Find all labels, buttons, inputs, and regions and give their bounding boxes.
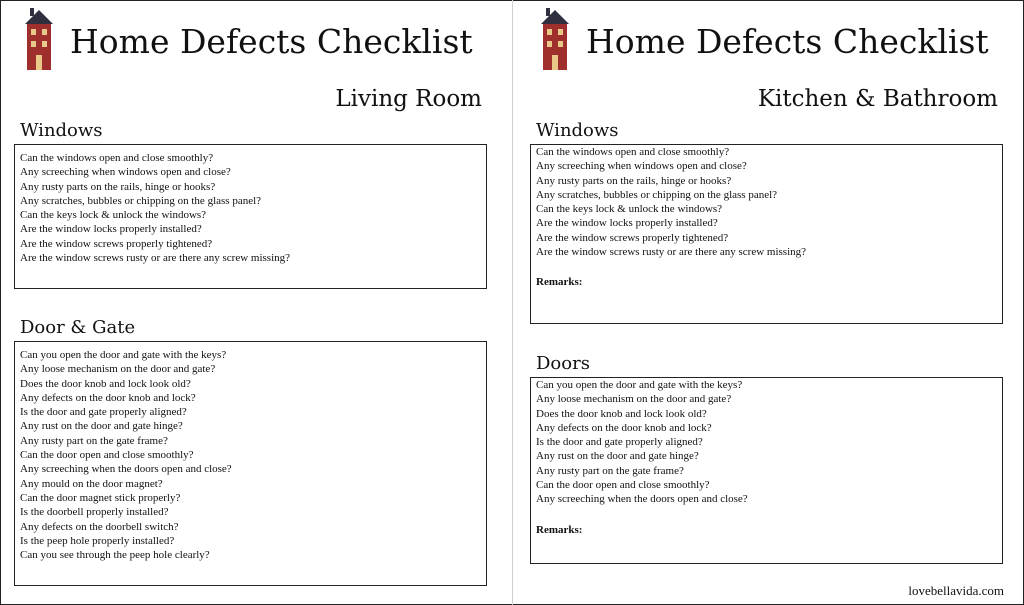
windows-checklist-box [530,144,1003,324]
checklist-item: Any screeching when windows open and close? [536,160,747,173]
checklist-item: Can you see through the peep hole clearly? [20,549,210,562]
checklist-item: Any loose mechanism on the door and gate? [536,393,732,406]
checklist-item: Any rusty parts on the rails, hinge or hooks? [20,180,216,193]
checklist-item: Any rusty parts on the rails, hinge or hooks? [536,174,732,187]
checklist-item: Can the keys lock & unlock the windows? [536,203,723,216]
checklist-item: Any mould on the door magnet? [20,477,163,490]
checklist-item: Is the door and gate properly aligned? [20,406,187,419]
checklist-item: Can the windows open and close smoothly? [536,146,730,158]
page-title: Home Defects Checklist [70,22,473,61]
checklist-item: Is the door and gate properly aligned? [536,436,703,449]
doors-checklist-box [530,377,1003,564]
room-subtitle: Living Room [335,86,482,112]
checklist-item: Can the windows open and close smoothly? [20,152,214,164]
checklist-item: Can you open the door and gate with the keys? [536,379,743,391]
checklist-page-living-room [8,0,508,605]
checklist-item: Any rusty part on the gate frame? [536,464,684,477]
checklist-item: Are the window screws properly tightened? [536,231,729,244]
remarks-label: Remarks: [536,523,583,536]
checklist-item: Any rust on the door and gate hinge? [536,450,699,463]
checklist-item: Any scratches, bubbles or chipping on the glass panel? [20,194,262,207]
checklist-item: Are the window locks properly installed? [536,217,718,230]
checklist-item: Any defects on the door knob and lock? [536,421,712,434]
checklist-item: Any scratches, bubbles or chipping on the glass panel? [536,188,778,201]
checklist-item: Any defects on the doorbell switch? [20,520,179,533]
checklist-item: Any loose mechanism on the door and gate? [20,363,216,376]
checklist-item: Are the window screws rusty or are there any screw missing? [536,246,807,259]
section-heading-windows: Windows [536,120,619,141]
checklist-item: Are the window locks properly installed? [20,223,202,236]
checklist-item: Any rust on the door and gate hinge? [20,420,183,433]
checklist-item: Can the door magnet stick properly? [20,491,181,504]
checklist-item: Is the doorbell properly installed? [20,506,169,519]
page-divider [512,0,513,605]
checklist-item: Any screeching when windows open and close? [20,166,231,179]
checklist-page-kitchen-bathroom [524,0,1024,605]
checklist-item: Any screeching when the doors open and close? [536,493,748,506]
checklist-item: Any screeching when the doors open and close? [20,463,232,476]
page-title: Home Defects Checklist [586,22,989,61]
section-heading-windows: Windows [20,120,103,141]
checklist-item: Can the door open and close smoothly? [20,449,194,462]
checklist-item: Is the peep hole properly installed? [20,534,175,547]
windows-checklist-box [14,144,487,289]
section-heading-door-gate: Door & Gate [20,317,136,338]
checklist-item: Any rusty part on the gate frame? [20,434,168,447]
remarks-label: Remarks: [536,276,583,289]
house-icon [540,8,570,70]
house-icon [24,8,54,70]
door-gate-checklist-box [14,341,487,586]
checklist-item: Can the door open and close smoothly? [536,479,710,492]
checklist-item: Does the door knob and lock look old? [536,407,707,420]
checklist-item: Can the keys lock & unlock the windows? [20,209,207,222]
room-subtitle: Kitchen & Bathroom [757,86,998,112]
checklist-item: Are the window screws properly tightened? [20,237,213,250]
section-heading-doors: Doors [536,353,590,374]
checklist-item: Does the door knob and lock look old? [20,377,191,390]
website-credit: lovebellavida.com [908,583,1004,598]
checklist-item: Are the window screws rusty or are there any screw missing? [20,252,291,265]
checklist-item: Any defects on the door knob and lock? [20,391,196,404]
checklist-item: Can you open the door and gate with the keys? [20,349,227,361]
